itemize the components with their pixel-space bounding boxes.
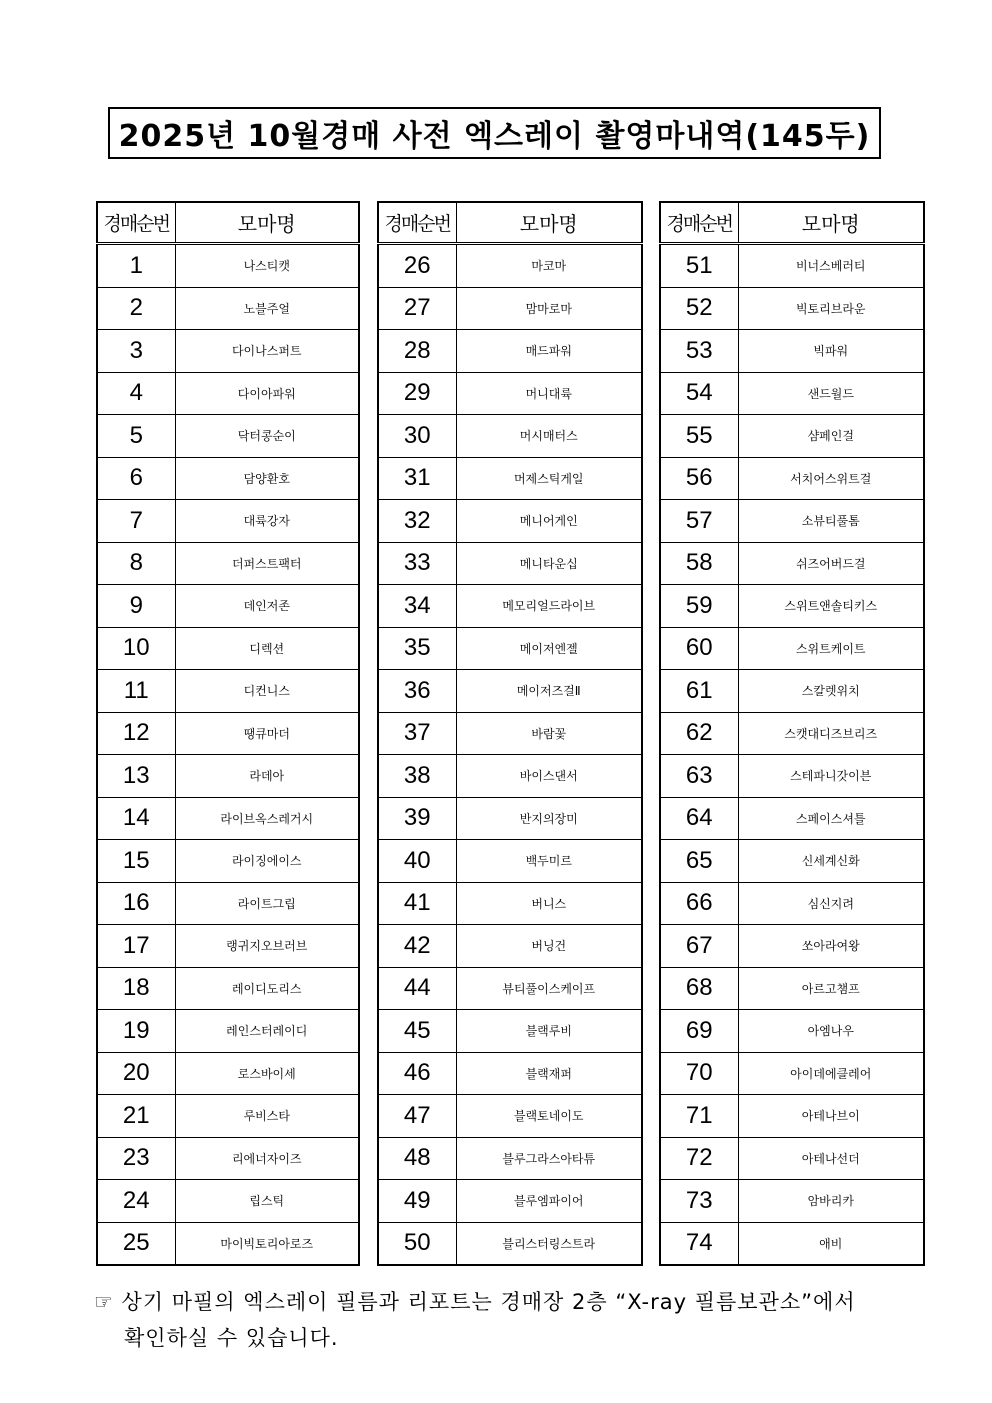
dam-name: 메니어게인 [456,500,642,543]
dam-name: 샴페인걸 [738,415,924,458]
lot-number: 47 [378,1095,456,1138]
table-row [97,840,359,883]
table-row [660,627,924,670]
lot-number: 53 [660,330,738,373]
lot-number: 19 [97,1010,175,1053]
lot-number: 62 [660,712,738,755]
lot-number: 13 [97,755,175,798]
lot-number: 48 [378,1137,456,1180]
table-row [378,542,642,585]
lot-number: 20 [97,1052,175,1095]
dam-name: 블리스터링스트라 [456,1222,642,1265]
lot-number: 68 [660,967,738,1010]
table-row [97,244,359,288]
dam-name: 쏘아라여왕 [738,925,924,968]
dam-name: 반지의장미 [456,797,642,840]
lot-number: 16 [97,882,175,925]
table-header-row [660,202,924,244]
table-row [378,925,642,968]
table-row [378,457,642,500]
table-row [660,670,924,713]
table-row [660,287,924,330]
dam-name: 블루그라스아타튜 [456,1137,642,1180]
dam-name: 신세계신화 [738,840,924,883]
table-row [97,287,359,330]
lot-number: 61 [660,670,738,713]
lot-number: 3 [97,330,175,373]
lot-number: 52 [660,287,738,330]
dam-name: 머시매터스 [456,415,642,458]
table-row [660,330,924,373]
dam-name: 메이저즈걸Ⅱ [456,670,642,713]
dam-name: 블랙재퍼 [456,1052,642,1095]
dam-name: 스위트앤솔티키스 [738,585,924,628]
lot-number: 18 [97,967,175,1010]
dam-name: 나스티캣 [175,244,359,288]
table-row [660,542,924,585]
table-row [97,1052,359,1095]
lot-number: 56 [660,457,738,500]
table-row [378,840,642,883]
dam-name: 마이빅토리아로즈 [175,1222,359,1265]
dam-name: 메이저엔젤 [456,627,642,670]
table-row [97,330,359,373]
lot-number: 39 [378,797,456,840]
lot-number: 32 [378,500,456,543]
table-row [97,627,359,670]
lot-number: 74 [660,1222,738,1265]
lot-number: 66 [660,882,738,925]
table-row [97,712,359,755]
table-row [378,287,642,330]
table-row [378,500,642,543]
lot-number: 34 [378,585,456,628]
table-row [97,670,359,713]
lot-table-2 [377,201,643,1266]
lot-number: 29 [378,372,456,415]
lot-number: 67 [660,925,738,968]
lot-table-1 [96,201,360,1266]
table-row [97,1095,359,1138]
dam-name: 다이나스퍼트 [175,330,359,373]
dam-name: 담양환호 [175,457,359,500]
dam-name: 노블주얼 [175,287,359,330]
table-row [97,755,359,798]
table-row [378,1010,642,1053]
dam-name: 메모리얼드라이브 [456,585,642,628]
lot-number: 4 [97,372,175,415]
dam-name: 소뷰티풀톰 [738,500,924,543]
lot-number: 38 [378,755,456,798]
table-row [97,1010,359,1053]
table-row [378,755,642,798]
table-row [378,627,642,670]
table-row [660,882,924,925]
dam-name: 다이아파워 [175,372,359,415]
lot-number: 73 [660,1180,738,1223]
dam-name: 머니대륙 [456,372,642,415]
dam-name: 루비스타 [175,1095,359,1138]
table-row [378,797,642,840]
dam-name: 맘마로마 [456,287,642,330]
dam-name: 아테나선더 [738,1137,924,1180]
dam-name: 바람꽃 [456,712,642,755]
table-row [378,372,642,415]
table-row [660,967,924,1010]
table-row [378,244,642,288]
dam-name: 스페이스셔틀 [738,797,924,840]
lot-number: 36 [378,670,456,713]
lot-number: 55 [660,415,738,458]
dam-name: 라데아 [175,755,359,798]
dam-name: 블랙토네이도 [456,1095,642,1138]
table-row [97,372,359,415]
dam-name: 닥터콩순이 [175,415,359,458]
lot-number: 44 [378,967,456,1010]
dam-name: 블랙루비 [456,1010,642,1053]
dam-name: 라이징에이스 [175,840,359,883]
table-row [660,415,924,458]
table-row [660,457,924,500]
lot-number: 31 [378,457,456,500]
dam-name: 리에너자이즈 [175,1137,359,1180]
lot-number: 71 [660,1095,738,1138]
table-row [378,1052,642,1095]
table-row [378,585,642,628]
table-row [97,797,359,840]
dam-name: 메니타운십 [456,542,642,585]
lot-number: 8 [97,542,175,585]
lot-number: 49 [378,1180,456,1223]
header-horse-name: 모마명 [738,202,924,244]
lot-number: 27 [378,287,456,330]
table-row [97,585,359,628]
lot-number: 25 [97,1222,175,1265]
dam-name: 디렉션 [175,627,359,670]
dam-name: 아르고챔프 [738,967,924,1010]
dam-name: 스테파니갓이븐 [738,755,924,798]
table-row [660,1222,924,1265]
table-row [378,1222,642,1265]
table-row [660,925,924,968]
table-row [378,1137,642,1180]
lot-number: 69 [660,1010,738,1053]
dam-name: 아이데에클레어 [738,1052,924,1095]
table-row [660,244,924,288]
page-title: 2025년 10월경매 사전 엑스레이 촬영마내역(145두) [108,107,881,159]
lot-number: 37 [378,712,456,755]
table-row [97,1137,359,1180]
table-row [660,1052,924,1095]
dam-name: 스칼렛위치 [738,670,924,713]
table-row [97,457,359,500]
dam-name: 아테나브이 [738,1095,924,1138]
table-row [378,712,642,755]
table-row [660,1010,924,1053]
dam-name: 버닝건 [456,925,642,968]
dam-name: 라이브옥스레거시 [175,797,359,840]
table-row [378,1095,642,1138]
dam-name: 심신지려 [738,882,924,925]
lot-number: 50 [378,1222,456,1265]
lot-table-3 [659,201,925,1266]
header-lot-number: 경매순번 [97,202,175,244]
dam-name: 샌드월드 [738,372,924,415]
table-row [97,1180,359,1223]
notice [94,1284,914,1356]
lot-number: 72 [660,1137,738,1180]
table-row [378,882,642,925]
header-horse-name: 모마명 [456,202,642,244]
lot-number: 9 [97,585,175,628]
dam-name: 암바리카 [738,1180,924,1223]
table-row [97,1222,359,1265]
table-row [97,415,359,458]
table-row [660,1137,924,1180]
dam-name: 마코마 [456,244,642,288]
lot-number: 30 [378,415,456,458]
table-row [378,967,642,1010]
table-row [378,1180,642,1223]
header-horse-name: 모마명 [175,202,359,244]
dam-name: 버니스 [456,882,642,925]
dam-name: 쉬즈어버드걸 [738,542,924,585]
table-row [660,840,924,883]
dam-name: 로스바이세 [175,1052,359,1095]
lot-number: 17 [97,925,175,968]
dam-name: 대륙강자 [175,500,359,543]
dam-name: 스캣대디즈브리즈 [738,712,924,755]
dam-name: 바이스댄서 [456,755,642,798]
dam-name: 뷰티풀이스케이프 [456,967,642,1010]
dam-name: 서치어스위트걸 [738,457,924,500]
dam-name: 애비 [738,1222,924,1265]
lot-number: 63 [660,755,738,798]
dam-name: 랭귀지오브러브 [175,925,359,968]
table-row [378,415,642,458]
lot-number: 35 [378,627,456,670]
table-row [660,1095,924,1138]
lot-number: 54 [660,372,738,415]
lot-number: 40 [378,840,456,883]
dam-name: 더퍼스트팩터 [175,542,359,585]
lot-number: 59 [660,585,738,628]
dam-name: 라이트그립 [175,882,359,925]
lot-number: 45 [378,1010,456,1053]
lot-number: 7 [97,500,175,543]
table-row [97,542,359,585]
table-row [660,585,924,628]
dam-name: 머제스틱게일 [456,457,642,500]
lot-number: 24 [97,1180,175,1223]
header-lot-number: 경매순번 [660,202,738,244]
lot-number: 58 [660,542,738,585]
table-row [97,925,359,968]
dam-name: 립스틱 [175,1180,359,1223]
lot-number: 1 [97,244,175,288]
dam-name: 블루엠파이어 [456,1180,642,1223]
dam-name: 땡큐마더 [175,712,359,755]
pointing-hand-icon: ☞ [94,1290,114,1314]
table-row [97,500,359,543]
table-row [660,797,924,840]
dam-name: 빅토리브라운 [738,287,924,330]
lot-number: 6 [97,457,175,500]
lot-number: 57 [660,500,738,543]
lot-number: 12 [97,712,175,755]
dam-name: 백두미르 [456,840,642,883]
lot-number: 2 [97,287,175,330]
notice-text-1: 상기 마필의 엑스레이 필름과 리포트는 경매장 2층 “X-ray 필름보관소”에서 [121,1290,856,1314]
dam-name: 매드파워 [456,330,642,373]
lot-number: 21 [97,1095,175,1138]
dam-name: 빅파워 [738,330,924,373]
lot-number: 11 [97,670,175,713]
lot-number: 65 [660,840,738,883]
table-header-row [378,202,642,244]
dam-name: 레인스터레이디 [175,1010,359,1053]
dam-name: 아엠나우 [738,1010,924,1053]
table-row [660,712,924,755]
dam-name: 디컨니스 [175,670,359,713]
lot-number: 15 [97,840,175,883]
lot-number: 46 [378,1052,456,1095]
lot-number: 70 [660,1052,738,1095]
lot-number: 14 [97,797,175,840]
lot-number: 41 [378,882,456,925]
lot-number: 28 [378,330,456,373]
table-row [660,755,924,798]
lot-number: 51 [660,244,738,288]
table-row [97,882,359,925]
table-header-row [97,202,359,244]
dam-name: 비너스베러티 [738,244,924,288]
lot-number: 10 [97,627,175,670]
table-row [660,1180,924,1223]
lot-number: 60 [660,627,738,670]
table-row [378,330,642,373]
table-row [378,670,642,713]
notice-line-2: 확인하실 수 있습니다. [124,1326,339,1350]
dam-name: 데인저존 [175,585,359,628]
lot-number: 42 [378,925,456,968]
lot-number: 26 [378,244,456,288]
header-lot-number: 경매순번 [378,202,456,244]
dam-name: 레이디도리스 [175,967,359,1010]
table-row [660,372,924,415]
notice-line-1 [94,1284,914,1320]
lot-number: 5 [97,415,175,458]
lot-number: 64 [660,797,738,840]
dam-name: 스위트케이트 [738,627,924,670]
table-row [97,967,359,1010]
lot-number: 33 [378,542,456,585]
lot-number: 23 [97,1137,175,1180]
table-row [660,500,924,543]
